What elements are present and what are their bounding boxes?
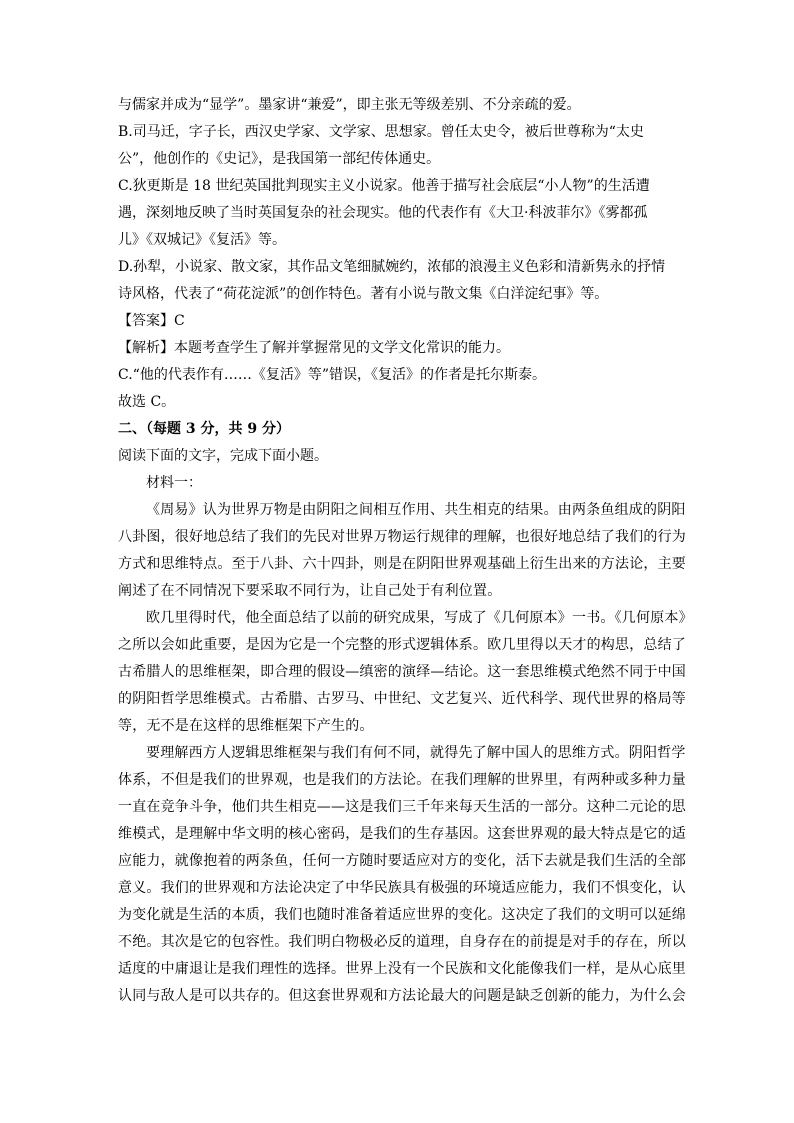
text-line: 故选 C。: [118, 394, 176, 410]
material-paragraph-2: [118, 605, 693, 740]
text-line: 意义。我们的世界观和方法论决定了中华民族具有极强的环境适应能力，我们不惧变化，认: [118, 880, 686, 896]
text-line: 古希腊人的思维框架，即合理的假设—缜密的演绎—结论。这一套思维模式绝然不同于中国: [118, 664, 686, 680]
text-line: 为变化就是生活的本质，我们也随时准备着适应世界的变化。这决定了我们的文明可以延绵: [118, 907, 686, 923]
text-line: 阐述了在不同情况下要采取不同行为，让自己处于有利位置。: [118, 583, 502, 599]
instruction-line: 阅读下面的文字，完成下面小题。: [118, 448, 328, 464]
text-line: 体系，不但是我们的世界观，也是我们的方法论。在我们理解的世界里，有两种或多种力量: [118, 772, 686, 788]
document-page: [118, 92, 693, 1010]
text-line: 一直在竞争斗争，他们共生相克——这是我们三千年来每天生活的一部分。这种二元论的思: [118, 799, 686, 815]
text-line: 儿》《双城记》《复活》等。: [118, 232, 286, 248]
option-c-line: C.狄更斯是 18 世纪英国批判现实主义小说家。他善于描写社会底层“小人物”的生活遭: [118, 178, 650, 194]
option-d-line: D.孙犁，小说家、散文家，其作品文笔细腻婉约，浓郁的浪漫主义色彩和清新隽永的抒情: [118, 259, 666, 275]
text-line: 的阴阳哲学思维模式。古希腊、古罗马、中世纪、文艺复兴、近代科学、现代世界的格局等: [118, 691, 686, 707]
text-line: 之所以会如此重要，是因为它是一个完整的形式逻辑体系。欧几里得以天才的构思，总结了: [118, 637, 686, 653]
material-paragraph-3: [118, 740, 690, 1010]
text-line: C.“他的代表作有……《复活》等”错误，《复活》的作者是托尔斯泰。: [118, 367, 546, 383]
text-line: 不绝。其次是它的包容性。我们明白物极必反的道理，自身存在的前提是对手的存在，所以: [118, 934, 686, 950]
text-line: 诗风格，代表了“荷花淀派”的创作特色。著有小说与散文集《白洋淀纪事》等。: [118, 286, 609, 302]
text-line: 维模式，是理解中华文明的核心密码，是我们的生存基因。这套世界观的最大特点是它的适: [118, 826, 686, 842]
text-line: 与儒家并成为“显学”。墨家讲“兼爱”，即主张无等级差别、不分亲疏的爱。: [118, 97, 581, 113]
text-line: 八卦图，很好地总结了我们的先民对世界万物运行规律的理解，也很好地总结了我们的行为: [118, 529, 686, 545]
text-line: 遇，深刻地反映了当时英国复杂的社会现实。他的代表作有《大卫·科波菲尔》《雾都孤: [118, 205, 648, 221]
text-line: 欧几里得时代，他全面总结了以前的研究成果，写成了《几何原本》一书。《几何原本》: [146, 610, 693, 626]
text-line: 等，无不是在这样的思维框架下产生的。: [118, 718, 374, 734]
text-line: 《周易》认为世界万物是由阴阳之间相互作用、共生相克的结果。由两条鱼组成的阴阳: [146, 502, 686, 518]
analysis-line: 【解析】本题考查学生了解并掌握常见的文学文化常识的能力。: [118, 340, 510, 356]
text-line: 认同与敌人是可以共存的。但这套世界观和方法论最大的问题是缺乏创新的能力，为什么会: [118, 988, 686, 1004]
material-paragraph-1: [118, 497, 690, 605]
answer-line: 【答案】C: [118, 313, 185, 329]
text-line: 适度的中庸退让是我们理性的选择。世界上没有一个民族和文化能像我们一样，是从心底里: [118, 961, 686, 977]
section-heading: 二、（每题 3 分，共 9 分）: [118, 421, 290, 437]
text-line: 要理解西方人逻辑思维框架与我们有何不同，就得先了解中国人的思维方式。阴阳哲学: [146, 745, 686, 761]
option-b-line: B.司马迁，字子长，西汉史学家、文学家、思想家。曾任太史令，被后世尊称为“太史: [118, 124, 644, 140]
text-line: 公”，他创作的《史记》，是我国第一部纪传体通史。: [118, 151, 441, 167]
text-line: 应能力，就像抱着的两条鱼，任何一方随时要适应对方的变化，活下去就是我们生活的全部: [118, 853, 686, 869]
text-line: 方式和思维特点。至于八卦、六十四卦，则是在阴阳世界观基础上衍生出来的方法论，主要: [118, 556, 686, 572]
material-label: 材料一：: [146, 475, 202, 491]
